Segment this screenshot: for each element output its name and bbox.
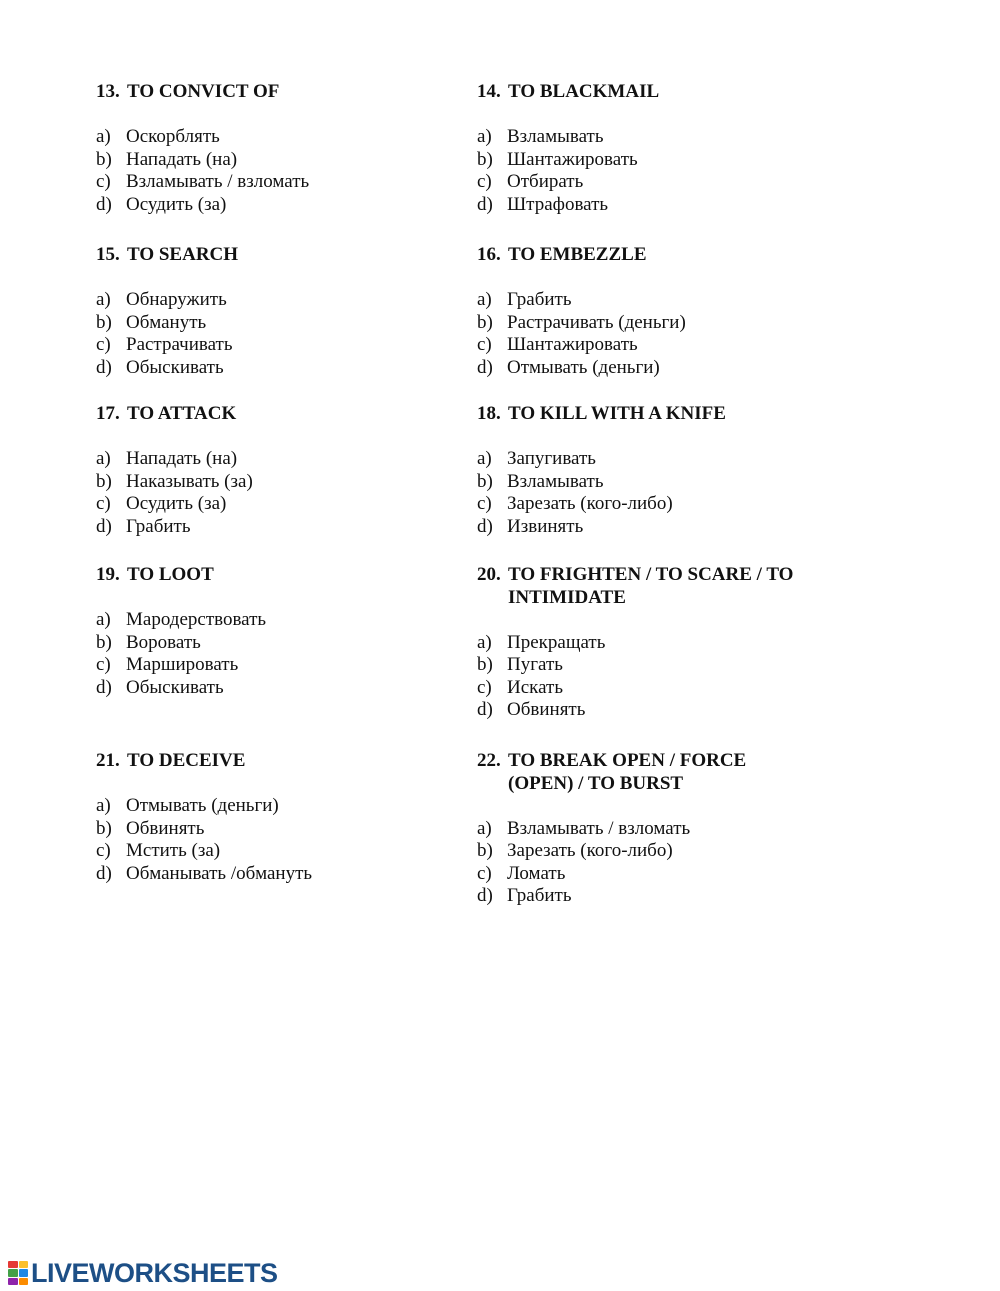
question-title (477, 750, 777, 795)
option-text: Осудить (за) (126, 193, 227, 215)
option-letter: d) (477, 515, 493, 537)
question-title (477, 81, 857, 104)
option-c[interactable] (96, 840, 476, 863)
question-title (96, 750, 476, 773)
question-title (96, 564, 476, 587)
option-a[interactable] (477, 289, 857, 312)
option-letter: a) (477, 448, 492, 469)
option-c[interactable] (96, 654, 476, 677)
option-a[interactable] (477, 818, 777, 841)
option-d[interactable] (477, 357, 857, 380)
option-list (477, 126, 857, 216)
option-letter: d) (477, 885, 493, 906)
option-c[interactable] (96, 334, 476, 357)
option-text: Осудить (за) (126, 493, 227, 514)
question-text: TO BREAK OPEN / FORCE (OPEN) / TO BURST (508, 750, 747, 794)
option-letter: c) (477, 676, 492, 698)
question-20 (477, 564, 817, 722)
option-text: Грабить (507, 885, 572, 906)
option-text: Прекращать (507, 631, 606, 653)
option-list (477, 289, 857, 379)
option-letter: a) (96, 126, 111, 147)
option-c[interactable] (477, 493, 857, 516)
option-letter: d) (96, 193, 112, 215)
question-text: TO KILL WITH A KNIFE (508, 403, 726, 424)
option-text: Обманывать /обмануть (126, 862, 313, 884)
question-number: 18. (477, 403, 501, 424)
option-d[interactable] (477, 885, 777, 908)
option-text: Взламывать (507, 126, 604, 147)
question-title (96, 81, 476, 104)
option-letter: c) (96, 493, 111, 514)
option-text: Зарезать (кого-либо) (507, 840, 673, 861)
option-list (477, 818, 777, 908)
question-number: 16. (477, 244, 501, 265)
option-text: Воровать (126, 631, 201, 653)
option-b[interactable] (477, 312, 857, 335)
option-text: Обвинять (507, 699, 586, 720)
option-text: Шантажировать (507, 334, 638, 355)
question-number: 21. (96, 750, 120, 771)
question-text: TO CONVICT OF (127, 81, 280, 102)
option-text: Отмывать (деньги) (507, 356, 660, 378)
option-b[interactable] (477, 654, 817, 677)
option-letter: a) (96, 795, 111, 816)
option-a[interactable] (96, 289, 476, 312)
option-a[interactable] (96, 126, 476, 149)
option-list (96, 609, 476, 699)
option-c[interactable] (477, 863, 777, 886)
option-c[interactable] (477, 171, 857, 194)
option-letter: d) (96, 676, 112, 698)
question-text: TO SEARCH (127, 244, 239, 265)
option-letter: a) (477, 631, 492, 653)
option-a[interactable] (477, 632, 817, 655)
option-letter: c) (96, 840, 111, 861)
option-d[interactable] (477, 699, 817, 722)
option-letter: c) (477, 334, 492, 355)
option-text: Взламывать (507, 470, 604, 492)
option-a[interactable] (477, 126, 857, 149)
option-text: Обыскивать (126, 356, 224, 378)
question-text: TO ATTACK (127, 403, 237, 424)
question-number: 15. (96, 244, 120, 265)
option-letter: a) (477, 817, 492, 839)
question-title (477, 564, 817, 609)
question-number: 13. (96, 81, 120, 102)
question-text: TO BLACKMAIL (508, 81, 660, 102)
option-letter: c) (477, 862, 492, 884)
question-number: 19. (96, 564, 120, 585)
question-18 (477, 403, 857, 538)
question-15 (96, 244, 476, 379)
question-title (477, 244, 857, 267)
option-text: Обыскивать (126, 676, 224, 698)
option-text: Отбирать (507, 171, 584, 192)
option-list (477, 448, 857, 538)
option-letter: c) (477, 171, 492, 192)
question-title (96, 403, 476, 426)
logo-text: LIVEWORKSHEETS (31, 1257, 278, 1288)
option-text: Пугать (507, 654, 563, 675)
option-letter: d) (477, 193, 493, 215)
option-c[interactable] (96, 171, 476, 194)
option-letter: a) (477, 126, 492, 147)
option-a[interactable] (96, 795, 476, 818)
option-text: Отмывать (деньги) (126, 795, 279, 816)
option-letter: c) (96, 654, 111, 675)
option-letter: b) (96, 631, 112, 653)
option-c[interactable] (477, 334, 857, 357)
option-text: Штрафовать (507, 193, 609, 215)
question-17 (96, 403, 476, 538)
logo-square (19, 1269, 29, 1276)
option-text: Оскорблять (126, 126, 220, 147)
logo-square (19, 1278, 29, 1285)
option-text: Извинять (507, 515, 584, 537)
option-letter: c) (477, 493, 492, 514)
option-letter: b) (96, 311, 112, 333)
question-text: TO LOOT (127, 564, 214, 585)
option-letter: c) (96, 171, 111, 192)
option-b[interactable] (96, 149, 476, 172)
option-text: Шантажировать (507, 148, 638, 170)
option-letter: d) (477, 356, 493, 378)
liveworksheets-logo[interactable] (8, 1258, 278, 1288)
option-d[interactable] (96, 516, 476, 539)
option-letter: b) (96, 470, 112, 492)
logo-square (8, 1269, 18, 1276)
option-c[interactable] (96, 493, 476, 516)
option-c[interactable] (477, 677, 817, 700)
option-text: Мстить (за) (126, 840, 221, 861)
option-list (96, 126, 476, 216)
option-text: Обнаружить (126, 289, 227, 310)
option-letter: d) (96, 515, 112, 537)
question-title (477, 403, 857, 426)
question-number: 22. (477, 750, 501, 771)
option-a[interactable] (96, 448, 476, 471)
question-14 (477, 81, 857, 216)
option-b[interactable] (477, 840, 777, 863)
option-text: Мародерствовать (126, 609, 267, 630)
option-letter: d) (477, 699, 493, 720)
option-b[interactable] (477, 471, 857, 494)
option-b[interactable] (96, 818, 476, 841)
question-19 (96, 564, 476, 699)
option-text: Растрачивать (деньги) (507, 311, 686, 333)
question-number: 20. (477, 564, 501, 585)
option-letter: b) (477, 470, 493, 492)
question-16 (477, 244, 857, 379)
option-d[interactable] (96, 677, 476, 700)
option-letter: a) (477, 289, 492, 310)
option-letter: b) (477, 840, 493, 861)
option-letter: d) (96, 356, 112, 378)
question-text: TO FRIGHTEN / TO SCARE / TO INTIMIDATE (508, 564, 794, 608)
option-text: Ломать (507, 862, 566, 884)
option-text: Нападать (на) (126, 448, 238, 469)
option-text: Маршировать (126, 654, 239, 675)
option-b[interactable] (96, 312, 476, 335)
question-21 (96, 750, 476, 885)
option-letter: a) (96, 289, 111, 310)
question-number: 17. (96, 403, 120, 424)
option-d[interactable] (477, 194, 857, 217)
option-text: Растрачивать (126, 334, 233, 355)
option-a[interactable] (477, 448, 857, 471)
option-b[interactable] (96, 632, 476, 655)
option-text: Обвинять (126, 817, 205, 839)
logo-mark-icon (8, 1261, 28, 1285)
option-text: Взламывать / взломать (126, 171, 310, 192)
option-list (96, 795, 476, 885)
option-text: Запугивать (507, 448, 596, 469)
option-text: Зарезать (кого-либо) (507, 493, 673, 514)
option-d[interactable] (96, 863, 476, 886)
option-list (96, 448, 476, 538)
question-text: TO EMBEZZLE (508, 244, 647, 265)
option-text: Грабить (126, 515, 191, 537)
question-title (96, 244, 476, 267)
option-text: Взламывать / взломать (507, 817, 691, 839)
logo-square (8, 1261, 18, 1268)
question-22 (477, 750, 777, 908)
question-text: TO DECEIVE (127, 750, 246, 771)
option-text: Нападать (на) (126, 148, 238, 170)
option-text: Искать (507, 676, 564, 698)
question-13 (96, 81, 476, 216)
option-letter: a) (96, 448, 111, 469)
logo-square (19, 1261, 29, 1268)
option-text: Грабить (507, 289, 572, 310)
option-letter: b) (477, 311, 493, 333)
option-letter: a) (96, 609, 111, 630)
option-list (96, 289, 476, 379)
option-letter: b) (477, 654, 493, 675)
option-d[interactable] (96, 357, 476, 380)
option-letter: d) (96, 862, 112, 884)
option-b[interactable] (477, 149, 857, 172)
option-text: Наказывать (за) (126, 470, 253, 492)
option-letter: b) (477, 148, 493, 170)
option-list (477, 632, 817, 722)
option-b[interactable] (96, 471, 476, 494)
option-a[interactable] (96, 609, 476, 632)
option-letter: b) (96, 817, 112, 839)
logo-square (8, 1278, 18, 1285)
option-letter: b) (96, 148, 112, 170)
option-letter: c) (96, 334, 111, 355)
option-d[interactable] (477, 516, 857, 539)
option-d[interactable] (96, 194, 476, 217)
question-number: 14. (477, 81, 501, 102)
option-text: Обмануть (126, 311, 207, 333)
